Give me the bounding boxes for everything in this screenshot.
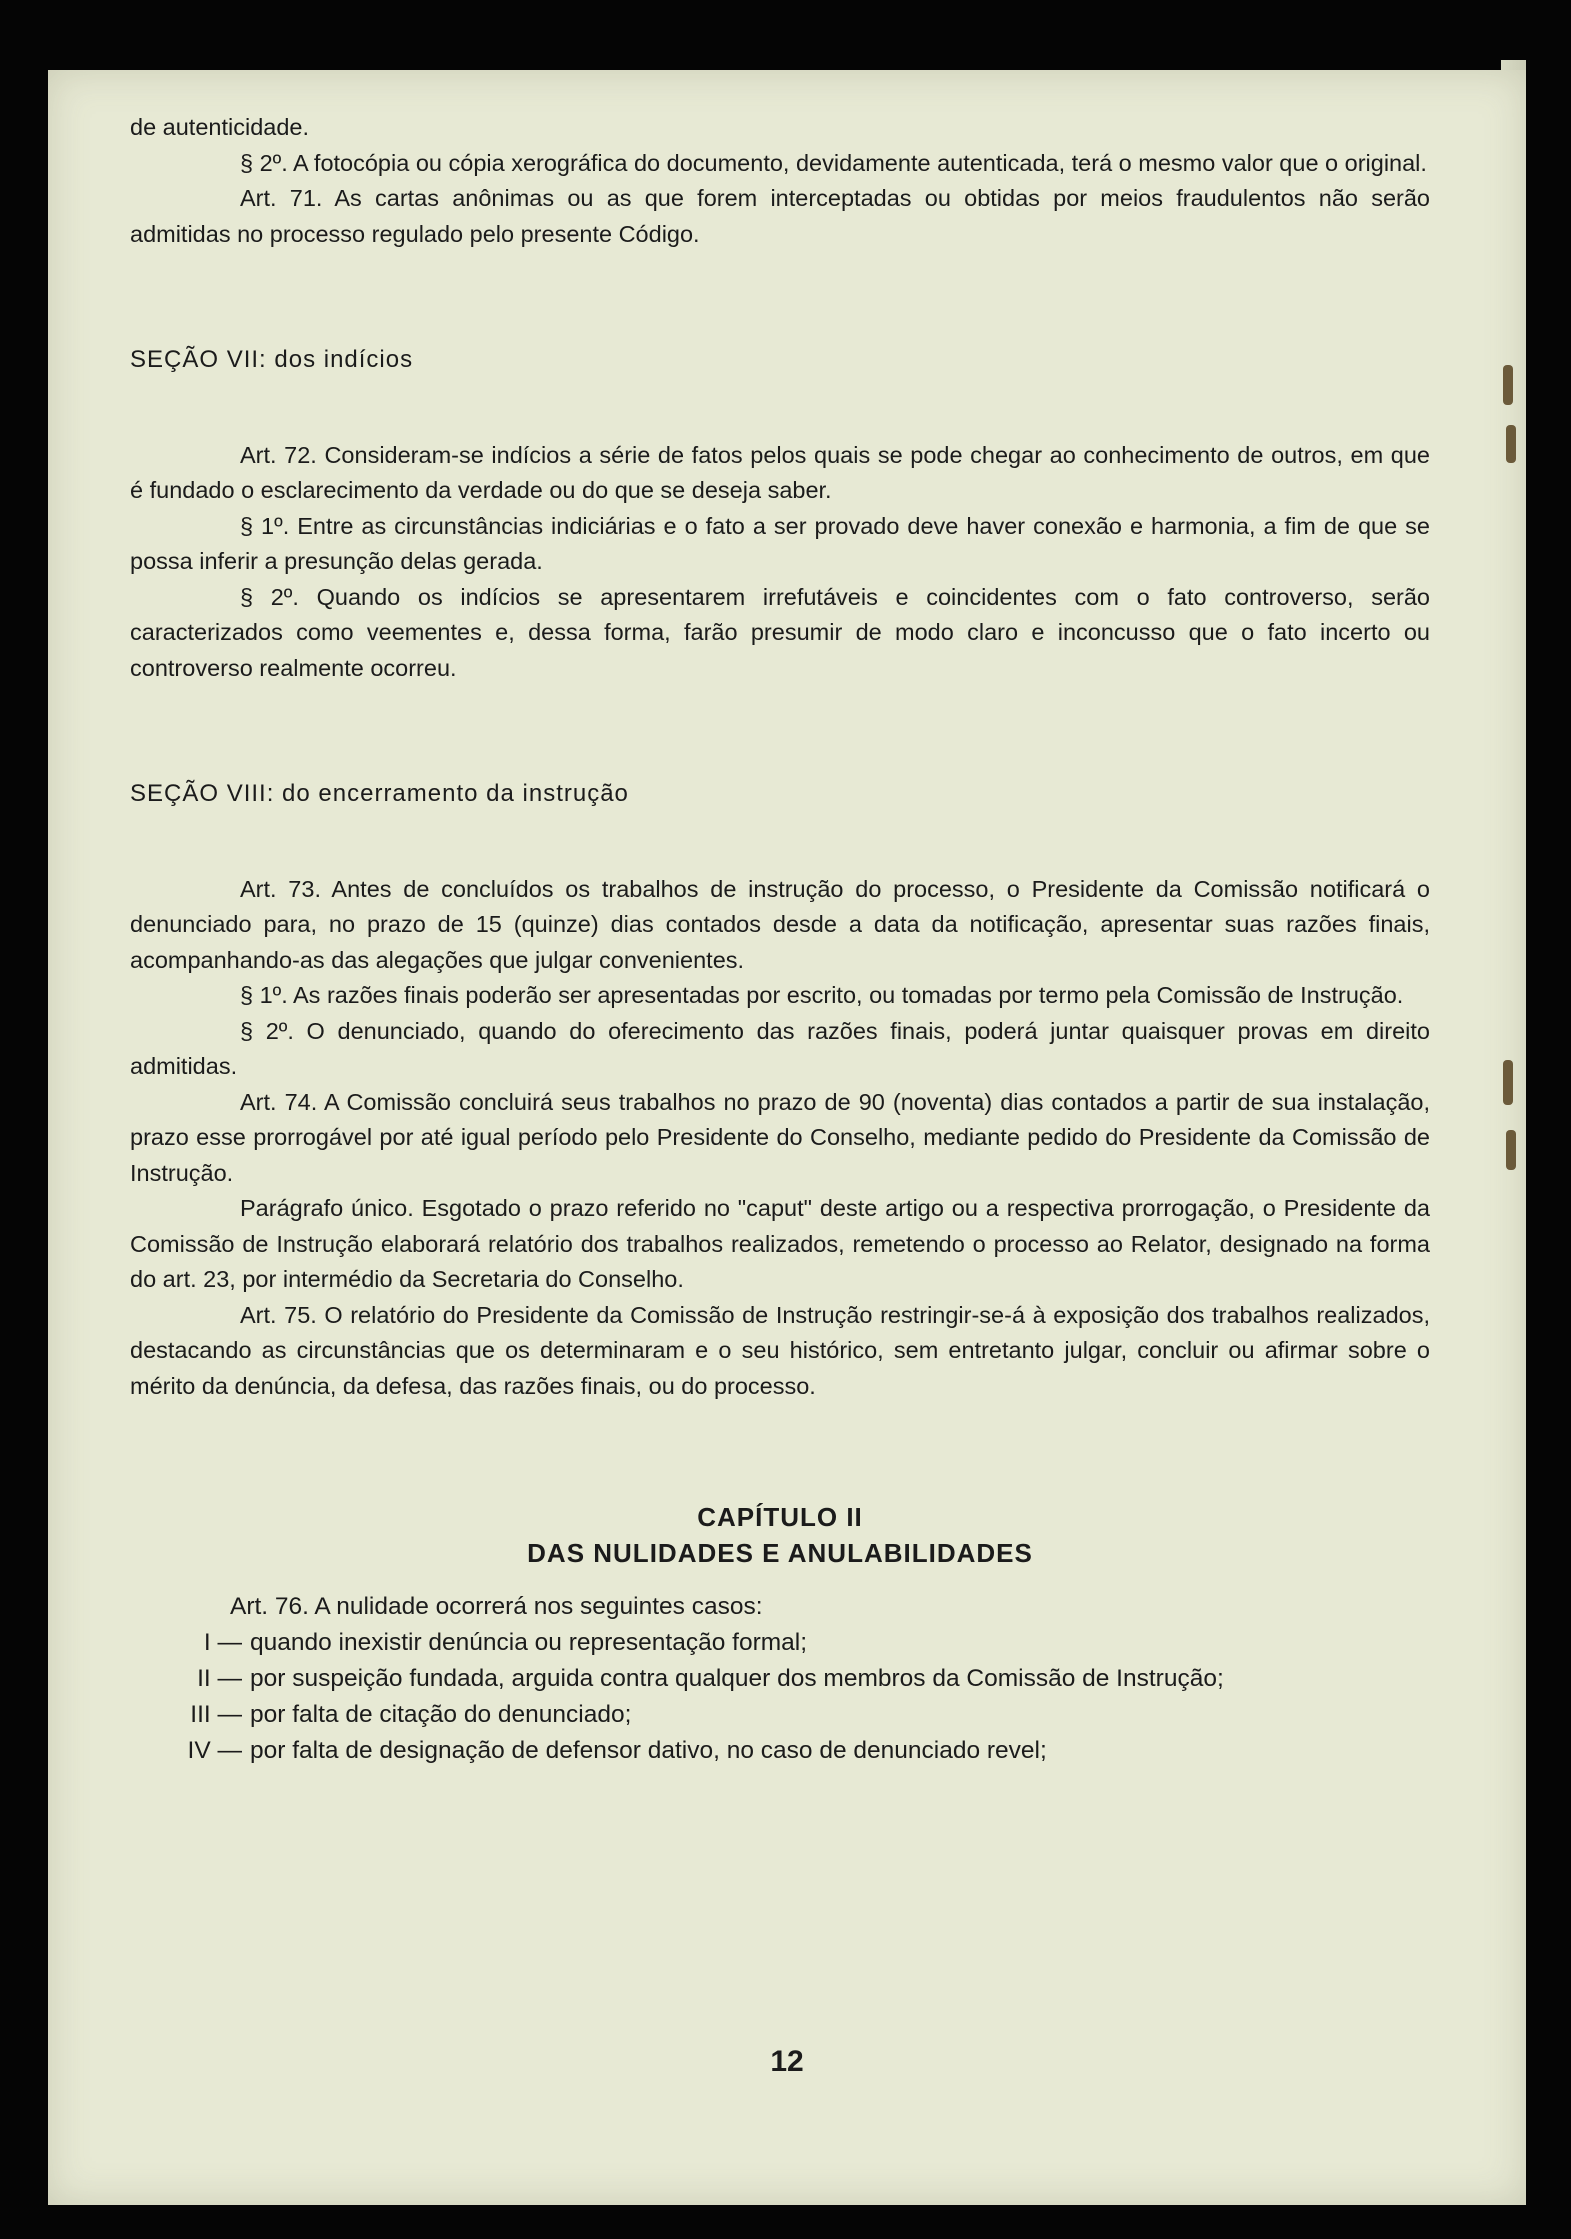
paragraph: § 2º. O denunciado, quando do oferecimento das razões finais, poderá juntar quaisquer provas em direito admitidas. <box>130 1017 1430 1079</box>
paragraph: Art. 75. O relatório do Presidente da Comissão de Instrução restringir-se-á à exposição dos trabalhos realizados, destacando as circunstâncias que os determinaram e o seu histórico, sem entretanto julgar, concluir ou afirmar sobre o mérito da denúncia, da defesa, das razões finais, ou do processo. <box>130 1301 1430 1399</box>
list-item-number: I — <box>203 1629 242 1656</box>
paragraph: Art. 74. A Comissão concluirá seus trabalhos no prazo de 90 (noventa) dias contados a partir de sua instalação, prazo esse prorrogável por até igual período pelo Presidente do Conselho, mediante pedido do Presidente da Comissão de Instrução. <box>130 1088 1430 1186</box>
chapter-title: DAS NULIDADES E ANULABILIDADES <box>527 1538 1033 1568</box>
paragraph: § 2º. Quando os indícios se apresentarem irrefutáveis e coincidentes com o fato controverso, serão caracterizados como veementes e, dessa forma, farão presumir de modo claro e inconcusso que o fato incerto ou controverso realmente ocorreu. <box>130 583 1430 681</box>
binding-staple <box>1503 365 1513 405</box>
section-title: SEÇÃO VIII: do encerramento da instrução <box>130 780 629 807</box>
list-item-number: III — <box>190 1701 242 1728</box>
binding-staple <box>1503 1060 1513 1105</box>
paragraph: Art. 72. Consideram-se indícios a série de fatos pelos quais se pode chegar ao conhecimento de outros, em que é fundado o esclarecimento da verdade ou do que se deseja saber. <box>130 441 1430 503</box>
paragraph: § 2º. A fotocópia ou cópia xerográfica do documento, devidamente autenticada, terá o mesmo valor que o original. <box>240 149 1427 176</box>
list-item <box>130 1661 1430 1697</box>
list-item-text: por falta de designação de defensor dativo, no caso de denunciado revel; <box>250 1737 1047 1764</box>
page-number: 12 <box>770 2045 804 2078</box>
section-title: SEÇÃO VII: dos indícios <box>130 346 414 373</box>
list-item-text: por suspeição fundada, arguida contra qualquer dos membros da Comissão de Instrução; <box>250 1665 1224 1692</box>
paragraph: Parágrafo único. Esgotado o prazo referido no "caput" deste artigo ou a respectiva prorrogação, o Presidente da Comissão de Instrução elaborará relatório dos trabalhos realizados, remetendo o processo ao Relator, designado na forma do art. 23, por intermédio da Secretaria do Conselho. <box>130 1195 1430 1292</box>
binding-staple <box>1506 425 1516 463</box>
list-item-text: por falta de citação do denunciado; <box>250 1701 632 1728</box>
list-item <box>130 1625 1430 1661</box>
nullity-list <box>130 1625 1430 1769</box>
article-intro: Art. 76. A nulidade ocorrerá nos seguintes casos: <box>230 1593 763 1620</box>
paragraph: § 1º. As razões finais poderão ser apresentadas por escrito, ou tomadas por termo pela Comissão de Instrução. <box>240 982 1404 1008</box>
paragraph: Art. 71. As cartas anônimas ou as que forem interceptadas ou obtidas por meios fraudulentos não serão admitidas no processo regulado pelo presente Código. <box>130 185 1430 247</box>
list-item <box>130 1733 1430 1769</box>
paragraph: Art. 73. Antes de concluídos os trabalhos de instrução do processo, o Presidente da Comissão notificará o denunciado para, no prazo de 15 (quinze) dias contados desde a data da notificação, apresentar suas razões finais, acompanhando-as das alegações que julgar convenientes. <box>130 875 1430 973</box>
binding-staple <box>1506 1130 1516 1170</box>
list-item-number: II — <box>197 1665 242 1692</box>
list-item <box>130 1697 1430 1733</box>
chapter-number: CAPÍTULO II <box>697 1502 863 1532</box>
paragraph: § 1º. Entre as circunstâncias indiciárias e o fato a ser provado deve haver conexão e harmonia, a fim de que se possa inferir a presunção delas gerada. <box>130 512 1430 574</box>
list-item-text: quando inexistir denúncia ou representação formal; <box>250 1629 808 1656</box>
document-body <box>130 110 1430 1769</box>
paragraph: de autenticidade. <box>130 114 310 140</box>
list-item-number: IV — <box>187 1737 242 1764</box>
